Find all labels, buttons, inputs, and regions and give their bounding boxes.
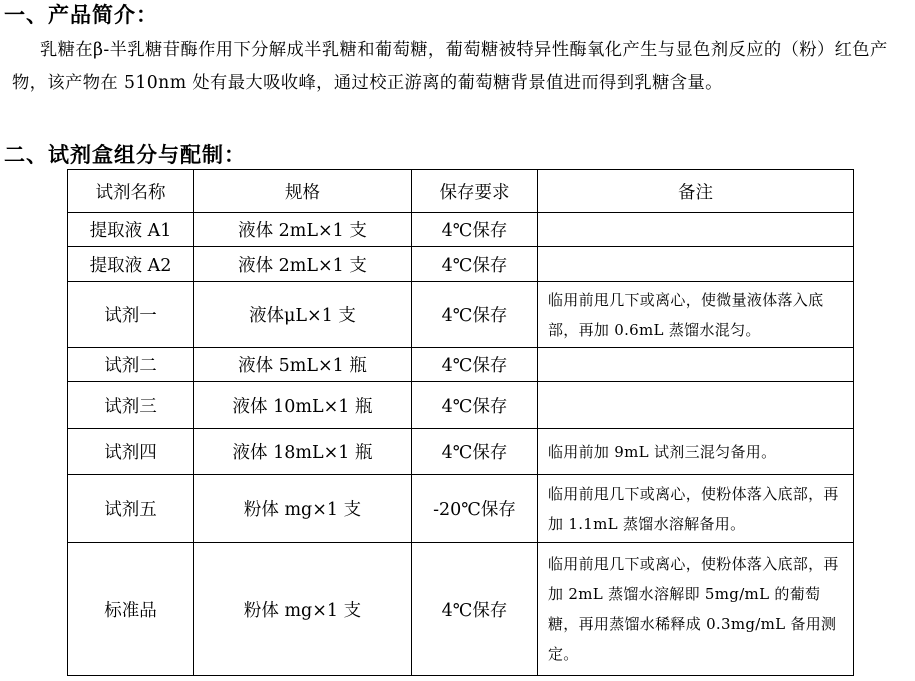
cell-name: 提取液 A2 bbox=[68, 247, 194, 282]
cell-spec: 液体μL×1 支 bbox=[194, 282, 412, 348]
table-row bbox=[68, 282, 854, 348]
cell-spec: 粉体 mg×1 支 bbox=[194, 475, 412, 543]
intro-paragraph: 乳糖在β-半乳糖苷酶作用下分解成半乳糖和葡萄糖，葡萄糖被特异性酶氧化产生与显色剂反应的（粉）红色产物，该产物在 510nm 处有最大吸收峰，通过校正游离的葡萄糖背景值进而得到乳糖含量。 bbox=[12, 40, 888, 93]
table-row bbox=[68, 475, 854, 543]
header-spec: 规格 bbox=[194, 170, 412, 213]
cell-note: 临用前甩几下或离心，使粉体落入底部，再加 1.1mL 蒸馏水溶解备用。 bbox=[538, 475, 854, 543]
cell-name: 试剂四 bbox=[68, 429, 194, 475]
cell-storage: 4℃保存 bbox=[412, 213, 538, 247]
cell-note bbox=[538, 348, 854, 382]
cell-storage: 4℃保存 bbox=[412, 543, 538, 676]
cell-name: 试剂一 bbox=[68, 282, 194, 348]
cell-storage: 4℃保存 bbox=[412, 429, 538, 475]
header-note: 备注 bbox=[538, 170, 854, 213]
cell-storage: -20℃保存 bbox=[412, 475, 538, 543]
cell-note: 临用前甩几下或离心，使微量液体落入底部，再加 0.6mL 蒸馏水混匀。 bbox=[538, 282, 854, 348]
cell-spec: 粉体 mg×1 支 bbox=[194, 543, 412, 676]
cell-spec: 液体 10mL×1 瓶 bbox=[194, 382, 412, 429]
table-row bbox=[68, 213, 854, 247]
cell-name: 试剂五 bbox=[68, 475, 194, 543]
section-heading-intro: 一、产品简介： bbox=[4, 3, 158, 27]
reagent-table bbox=[67, 169, 854, 676]
section-heading-kit: 二、试剂盒组分与配制： bbox=[4, 143, 246, 167]
table-row bbox=[68, 382, 854, 429]
cell-note bbox=[538, 213, 854, 247]
cell-name: 标准品 bbox=[68, 543, 194, 676]
table-header-row bbox=[68, 170, 854, 213]
header-storage: 保存要求 bbox=[412, 170, 538, 213]
table-row bbox=[68, 247, 854, 282]
header-name: 试剂名称 bbox=[68, 170, 194, 213]
cell-storage: 4℃保存 bbox=[412, 348, 538, 382]
cell-storage: 4℃保存 bbox=[412, 247, 538, 282]
cell-storage: 4℃保存 bbox=[412, 382, 538, 429]
table-row bbox=[68, 543, 854, 676]
cell-name: 试剂三 bbox=[68, 382, 194, 429]
cell-note: 临用前加 9mL 试剂三混匀备用。 bbox=[538, 429, 854, 475]
cell-name: 提取液 A1 bbox=[68, 213, 194, 247]
cell-storage: 4℃保存 bbox=[412, 282, 538, 348]
cell-note: 临用前甩几下或离心，使粉体落入底部，再加 2mL 蒸馏水溶解即 5mg/mL 的葡萄糖，再用蒸馏水稀释成 0.3mg/mL 备用测定。 bbox=[538, 543, 854, 676]
cell-spec: 液体 5mL×1 瓶 bbox=[194, 348, 412, 382]
cell-spec: 液体 18mL×1 瓶 bbox=[194, 429, 412, 475]
cell-spec: 液体 2mL×1 支 bbox=[194, 247, 412, 282]
cell-note bbox=[538, 247, 854, 282]
cell-spec: 液体 2mL×1 支 bbox=[194, 213, 412, 247]
cell-name: 试剂二 bbox=[68, 348, 194, 382]
table-row bbox=[68, 348, 854, 382]
cell-note bbox=[538, 382, 854, 429]
table-row bbox=[68, 429, 854, 475]
